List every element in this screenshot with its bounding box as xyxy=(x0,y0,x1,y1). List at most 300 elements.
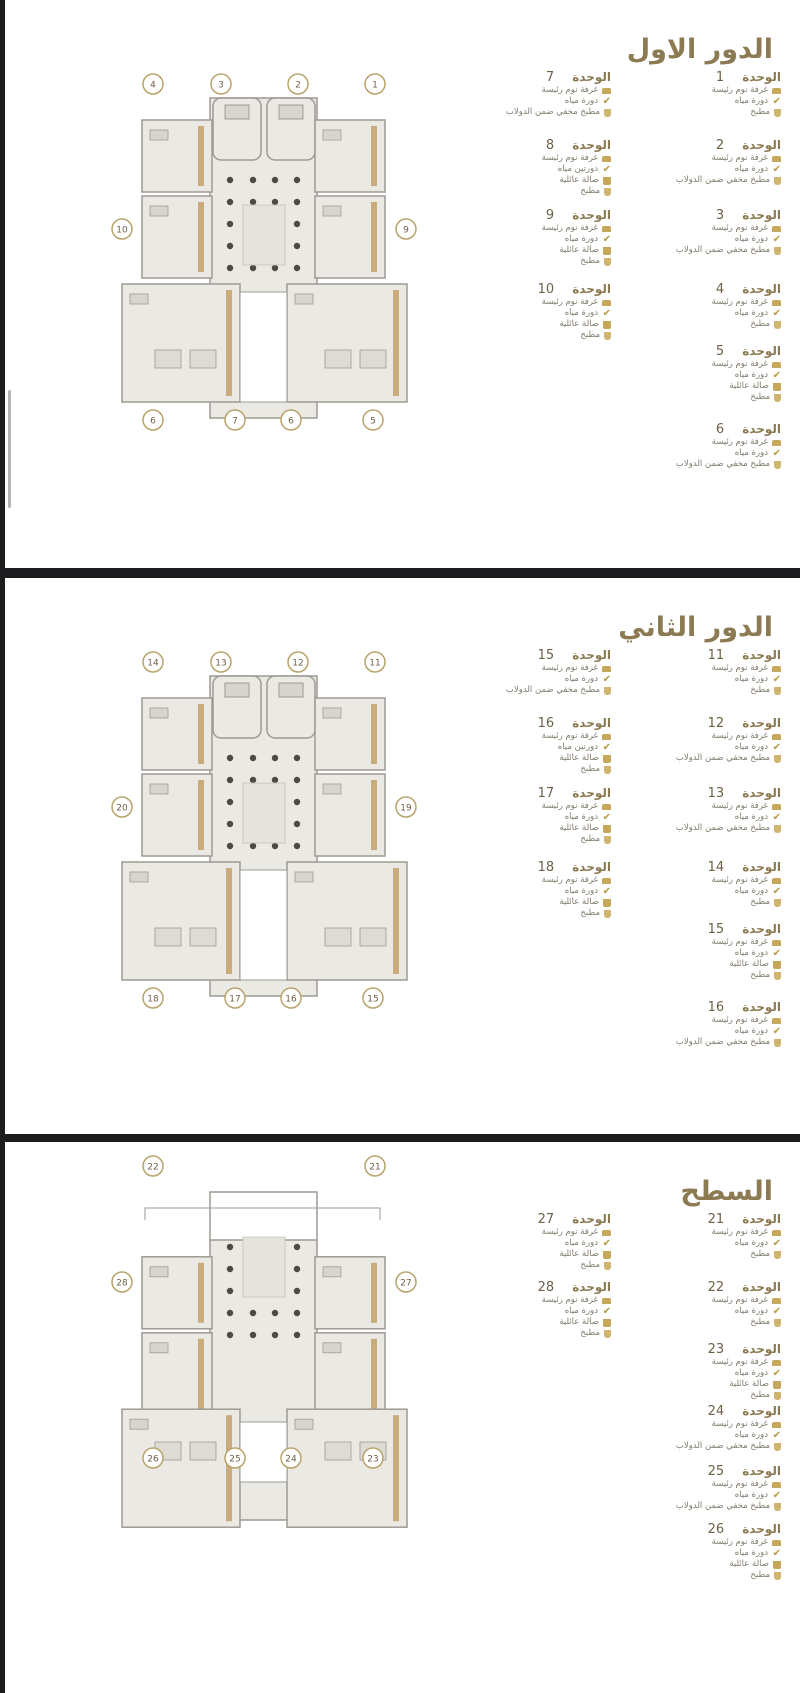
unit-feature xyxy=(451,823,611,834)
bed xyxy=(325,928,351,946)
unit-heading xyxy=(621,344,781,359)
unit-number-label: 4 xyxy=(150,80,156,91)
bed xyxy=(130,294,148,304)
unit-card xyxy=(451,786,611,845)
wardrobe xyxy=(198,126,204,186)
unit-card xyxy=(621,70,781,118)
unit-label: الوحدة xyxy=(742,70,781,84)
unit-feature xyxy=(621,1548,781,1559)
unit-card xyxy=(451,716,611,775)
check-icon: ✔ xyxy=(602,1306,611,1317)
unit-card xyxy=(621,786,781,834)
column xyxy=(294,1266,300,1272)
bed-icon xyxy=(602,1298,611,1304)
wardrobe xyxy=(371,202,377,272)
plan-body xyxy=(112,1156,416,1527)
column xyxy=(294,843,300,849)
column xyxy=(294,243,300,249)
bed-icon xyxy=(602,88,611,94)
plan-body xyxy=(112,652,416,1008)
bed-icon xyxy=(772,666,781,672)
column xyxy=(250,843,256,849)
unit-card xyxy=(621,1404,781,1452)
unit-heading xyxy=(451,1280,611,1295)
unit-number-label: 13 xyxy=(215,658,227,669)
unit-number-label: 16 xyxy=(285,994,297,1005)
bed xyxy=(130,872,148,882)
unit-heading xyxy=(451,282,611,297)
unit-label: الوحدة xyxy=(572,70,611,84)
unit-feature-label: مطبخ xyxy=(750,1570,770,1580)
column xyxy=(227,243,233,249)
bed xyxy=(150,130,168,140)
unit-number-label: 7 xyxy=(232,416,238,427)
unit-label: الوحدة xyxy=(742,138,781,152)
unit-feature-label: مطبخ xyxy=(580,1328,600,1338)
unit-feature xyxy=(451,674,611,685)
bed xyxy=(295,872,313,882)
unit-feature-label: غرفة نوم رئيسة xyxy=(541,223,598,233)
column xyxy=(250,777,256,783)
roof-outline xyxy=(145,1208,380,1220)
unit-feature xyxy=(621,223,781,234)
column xyxy=(227,199,233,205)
unit-feature xyxy=(621,96,781,107)
unit-feature-label: دورة مياه xyxy=(734,164,768,174)
unit-feature xyxy=(451,186,611,197)
bed-icon xyxy=(602,734,611,740)
kitchen-icon xyxy=(774,394,781,402)
unit-feature xyxy=(451,812,611,823)
kitchen-icon xyxy=(604,1330,611,1338)
column xyxy=(294,221,300,227)
unit-feature xyxy=(621,85,781,96)
unit-label: الوحدة xyxy=(742,786,781,800)
bed xyxy=(360,350,386,368)
stair xyxy=(243,205,285,265)
unit-heading xyxy=(621,860,781,875)
unit-feature-label: صالة عائلية xyxy=(559,245,599,255)
unit-feature xyxy=(621,753,781,764)
unit-feature-label: مطبخ xyxy=(580,908,600,918)
wardrobe xyxy=(371,1339,377,1409)
scrollbar[interactable] xyxy=(8,390,11,508)
unit-feature xyxy=(451,685,611,696)
unit-number: 27 xyxy=(537,1212,555,1227)
unit-feature xyxy=(621,663,781,674)
unit-label: الوحدة xyxy=(572,648,611,662)
unit-feature xyxy=(621,685,781,696)
unit-feature xyxy=(451,256,611,267)
column xyxy=(227,221,233,227)
stair xyxy=(243,783,285,843)
unit-number: 15 xyxy=(537,648,555,663)
unit-feature xyxy=(451,1238,611,1249)
unit-feature xyxy=(451,175,611,186)
unit-number-label: 21 xyxy=(369,1162,381,1173)
unit-label: الوحدة xyxy=(572,138,611,152)
unit-label: الوحدة xyxy=(572,786,611,800)
unit-feature-label: صالة عائلية xyxy=(559,175,599,185)
bed-icon xyxy=(772,300,781,306)
kitchen-icon xyxy=(774,825,781,833)
unit-feature xyxy=(451,234,611,245)
unit-feature xyxy=(621,437,781,448)
floor-plan xyxy=(5,0,475,560)
column xyxy=(250,265,256,271)
bed xyxy=(323,784,341,794)
unit-card xyxy=(451,138,611,197)
unit-feature-label: غرفة نوم رئيسة xyxy=(711,223,768,233)
unit-number: 7 xyxy=(545,70,555,85)
unit-feature xyxy=(621,1015,781,1026)
unit-heading xyxy=(621,1342,781,1357)
unit-feature xyxy=(621,245,781,256)
unit-label: الوحدة xyxy=(742,1404,781,1418)
unit-number-label: 23 xyxy=(367,1454,379,1465)
unit-number-label: 22 xyxy=(147,1162,159,1173)
unit-feature xyxy=(451,85,611,96)
unit-feature-label: مطبخ xyxy=(750,1317,770,1327)
unit-heading xyxy=(621,922,781,937)
unit-feature-label: غرفة نوم رئيسة xyxy=(711,153,768,163)
bed-icon xyxy=(772,1482,781,1488)
unit-feature xyxy=(621,459,781,470)
unit-feature xyxy=(451,764,611,775)
unit-feature-label: دورة مياه xyxy=(734,1306,768,1316)
unit-number: 4 xyxy=(715,282,725,297)
unit-feature-label: دورة مياه xyxy=(564,1306,598,1316)
column xyxy=(227,1310,233,1316)
roof-outline xyxy=(210,1192,317,1240)
kitchen-icon xyxy=(774,1443,781,1451)
bed-icon xyxy=(772,1422,781,1428)
unit-card xyxy=(451,70,611,118)
check-icon: ✔ xyxy=(602,234,611,245)
check-icon: ✔ xyxy=(772,1430,781,1441)
bed xyxy=(323,130,341,140)
bed xyxy=(150,1343,168,1353)
wardrobe xyxy=(393,1415,399,1521)
unit-feature-label: دورة مياه xyxy=(564,234,598,244)
column xyxy=(227,777,233,783)
column xyxy=(250,177,256,183)
check-icon: ✔ xyxy=(602,308,611,319)
kitchen-icon xyxy=(604,1262,611,1270)
bed-icon xyxy=(772,1018,781,1024)
sofa-icon xyxy=(773,383,781,391)
column xyxy=(294,821,300,827)
unit-feature xyxy=(621,1570,781,1581)
unit-feature xyxy=(621,948,781,959)
unit-label: الوحدة xyxy=(742,344,781,358)
unit-feature xyxy=(621,359,781,370)
unit-feature-label: مطبخ xyxy=(580,1260,600,1270)
unit-feature-label: مطبخ مخفي ضمن الدولاب xyxy=(675,175,770,185)
unit-feature-label: مطبخ xyxy=(750,897,770,907)
unit-feature xyxy=(621,1390,781,1401)
unit-feature-label: صالة عائلية xyxy=(729,1379,769,1389)
unit-feature-label: غرفة نوم رئيسة xyxy=(711,937,768,947)
bed xyxy=(295,1419,313,1429)
kitchen-icon xyxy=(604,687,611,695)
unit-feature-label: دورة مياه xyxy=(734,1430,768,1440)
unit-number-label: 12 xyxy=(292,658,304,669)
unit-feature xyxy=(451,1249,611,1260)
unit-number: 25 xyxy=(707,1464,725,1479)
column xyxy=(294,777,300,783)
unit-feature xyxy=(451,308,611,319)
check-icon: ✔ xyxy=(602,1238,611,1249)
floor-page-2 xyxy=(5,578,800,1134)
unit-number-label: 9 xyxy=(403,225,409,236)
courtyard xyxy=(240,870,287,980)
unit-card xyxy=(451,860,611,919)
kitchen-icon xyxy=(604,188,611,196)
unit-feature-label: صالة عائلية xyxy=(559,1317,599,1327)
unit-number: 11 xyxy=(707,648,725,663)
unit-feature xyxy=(621,319,781,330)
unit-number: 28 xyxy=(537,1280,555,1295)
kitchen-icon xyxy=(774,687,781,695)
column xyxy=(294,265,300,271)
unit-card xyxy=(451,208,611,267)
unit-feature xyxy=(621,1490,781,1501)
unit-label: الوحدة xyxy=(742,1342,781,1356)
unit-number: 26 xyxy=(707,1522,725,1537)
bed xyxy=(323,1343,341,1353)
unit-feature-label: غرفة نوم رئيسة xyxy=(541,153,598,163)
unit-feature-label: مطبخ xyxy=(580,186,600,196)
check-icon: ✔ xyxy=(602,674,611,685)
column xyxy=(294,199,300,205)
unit-label: الوحدة xyxy=(742,922,781,936)
unit-feature xyxy=(621,731,781,742)
unit-feature-label: دورتين مياه xyxy=(557,164,598,174)
unit-number-label: 14 xyxy=(147,658,159,669)
unit-feature-label: مطبخ مخفي ضمن الدولاب xyxy=(675,1037,770,1047)
wardrobe xyxy=(371,126,377,186)
kitchen-icon xyxy=(604,258,611,266)
unit-number: 16 xyxy=(707,1000,725,1015)
unit-feature-label: دورة مياه xyxy=(734,1368,768,1378)
check-icon: ✔ xyxy=(602,164,611,175)
unit-card xyxy=(451,1280,611,1339)
units-list xyxy=(451,70,781,540)
unit-number-label: 3 xyxy=(218,80,224,91)
column xyxy=(250,1310,256,1316)
unit-feature-label: دورة مياه xyxy=(564,812,598,822)
unit-number-label: 19 xyxy=(400,803,412,814)
unit-card xyxy=(621,1000,781,1048)
bed xyxy=(130,1419,148,1429)
unit-card xyxy=(621,208,781,256)
unit-number: 8 xyxy=(545,138,555,153)
courtyard xyxy=(240,292,287,402)
kitchen-icon xyxy=(774,461,781,469)
unit-number: 16 xyxy=(537,716,555,731)
unit-feature-label: غرفة نوم رئيسة xyxy=(541,875,598,885)
kitchen-icon xyxy=(604,836,611,844)
column xyxy=(227,821,233,827)
check-icon: ✔ xyxy=(772,948,781,959)
stair xyxy=(243,1237,285,1297)
floor-page-3 xyxy=(5,1142,800,1693)
wardrobe xyxy=(198,780,204,850)
unit-heading xyxy=(621,1404,781,1419)
unit-feature-label: صالة عائلية xyxy=(559,753,599,763)
bed-icon xyxy=(772,1298,781,1304)
sofa-icon xyxy=(603,247,611,255)
bed xyxy=(190,1442,216,1460)
unit-feature xyxy=(451,319,611,330)
check-icon: ✔ xyxy=(772,674,781,685)
unit-heading xyxy=(621,70,781,85)
check-icon: ✔ xyxy=(772,308,781,319)
unit-number: 5 xyxy=(715,344,725,359)
unit-feature-label: دورة مياه xyxy=(734,370,768,380)
unit-feature xyxy=(621,1238,781,1249)
unit-feature-label: مطبخ xyxy=(580,256,600,266)
column xyxy=(294,755,300,761)
wardrobe xyxy=(226,868,232,974)
column xyxy=(227,1244,233,1250)
unit-number-label: 25 xyxy=(229,1454,241,1465)
floor-title: السطح xyxy=(680,1176,773,1207)
check-icon: ✔ xyxy=(772,1548,781,1559)
check-icon: ✔ xyxy=(772,96,781,107)
unit-label: الوحدة xyxy=(572,1212,611,1226)
unit-number-label: 17 xyxy=(229,994,241,1005)
column xyxy=(227,177,233,183)
unit-feature-label: صالة عائلية xyxy=(729,1559,769,1569)
bed xyxy=(150,206,168,216)
unit-feature xyxy=(621,959,781,970)
plan-body xyxy=(112,74,416,430)
bed-icon xyxy=(602,1230,611,1236)
unit-feature xyxy=(621,1419,781,1430)
bed xyxy=(150,708,168,718)
unit-card xyxy=(621,648,781,696)
check-icon: ✔ xyxy=(772,812,781,823)
wardrobe xyxy=(198,1339,204,1409)
kitchen-icon xyxy=(604,332,611,340)
unit-feature-label: دورة مياه xyxy=(734,886,768,896)
wardrobe xyxy=(393,868,399,974)
unit-number: 22 xyxy=(707,1280,725,1295)
bed xyxy=(325,350,351,368)
bed xyxy=(225,105,249,119)
unit-feature xyxy=(621,1227,781,1238)
unit-number: 2 xyxy=(715,138,725,153)
unit-number: 14 xyxy=(707,860,725,875)
unit-number-label: 10 xyxy=(116,225,128,236)
unit-feature xyxy=(621,674,781,685)
unit-heading xyxy=(621,138,781,153)
bed xyxy=(360,928,386,946)
unit-feature xyxy=(621,1317,781,1328)
unit-card xyxy=(451,282,611,341)
bed-icon xyxy=(772,1360,781,1366)
floor-plan xyxy=(5,578,475,1134)
unit-number: 1 xyxy=(715,70,725,85)
unit-feature-label: مطبخ مخفي ضمن الدولاب xyxy=(675,823,770,833)
unit-number: 3 xyxy=(715,208,725,223)
unit-card xyxy=(621,860,781,908)
bed-icon xyxy=(602,300,611,306)
floor-page-1 xyxy=(5,0,800,568)
unit-label: الوحدة xyxy=(572,282,611,296)
bed-icon xyxy=(772,804,781,810)
unit-number: 9 xyxy=(545,208,555,223)
wardrobe xyxy=(198,202,204,272)
unit-feature-label: دورة مياه xyxy=(564,674,598,684)
unit-number-label: 18 xyxy=(147,994,159,1005)
column xyxy=(250,755,256,761)
unit-card xyxy=(621,138,781,186)
unit-feature-label: غرفة نوم رئيسة xyxy=(711,731,768,741)
unit-feature-label: مطبخ مخفي ضمن الدولاب xyxy=(675,1441,770,1451)
kitchen-icon xyxy=(774,177,781,185)
bed-icon xyxy=(772,1540,781,1546)
unit-feature-label: غرفة نوم رئيسة xyxy=(541,1295,598,1305)
unit-number: 21 xyxy=(707,1212,725,1227)
unit-feature-label: غرفة نوم رئيسة xyxy=(711,801,768,811)
unit-feature-label: مطبخ xyxy=(580,834,600,844)
unit-card xyxy=(621,716,781,764)
unit-feature xyxy=(621,164,781,175)
check-icon: ✔ xyxy=(602,886,611,897)
unit-heading xyxy=(621,1000,781,1015)
unit-feature-label: صالة عائلية xyxy=(559,823,599,833)
unit-feature-label: غرفة نوم رئيسة xyxy=(711,1015,768,1025)
unit-feature xyxy=(451,886,611,897)
check-icon: ✔ xyxy=(772,448,781,459)
unit-feature-label: غرفة نوم رئيسة xyxy=(711,437,768,447)
unit-heading xyxy=(621,1280,781,1295)
unit-feature xyxy=(621,801,781,812)
unit-label: الوحدة xyxy=(742,860,781,874)
kitchen-icon xyxy=(774,1251,781,1259)
bed xyxy=(295,294,313,304)
unit-number-label: 28 xyxy=(116,1278,128,1289)
unit-heading xyxy=(621,208,781,223)
kitchen-icon xyxy=(774,1503,781,1511)
unit-feature xyxy=(451,742,611,753)
unit-heading xyxy=(451,208,611,223)
column xyxy=(227,799,233,805)
bed-icon xyxy=(602,156,611,162)
unit-feature xyxy=(451,753,611,764)
kitchen-icon xyxy=(774,1039,781,1047)
unit-feature-label: دورتين مياه xyxy=(557,742,598,752)
unit-feature-label: دورة مياه xyxy=(734,1490,768,1500)
unit-label: الوحدة xyxy=(742,282,781,296)
check-icon: ✔ xyxy=(772,164,781,175)
unit-feature xyxy=(621,1306,781,1317)
column xyxy=(294,1310,300,1316)
sofa-icon xyxy=(603,177,611,185)
unit-feature-label: غرفة نوم رئيسة xyxy=(541,801,598,811)
bed xyxy=(190,350,216,368)
unit-feature-label: صالة عائلية xyxy=(559,897,599,907)
column xyxy=(294,177,300,183)
unit-feature-label: دورة مياه xyxy=(734,96,768,106)
bed xyxy=(150,1267,168,1277)
column xyxy=(294,1332,300,1338)
unit-heading xyxy=(451,70,611,85)
unit-feature xyxy=(451,96,611,107)
